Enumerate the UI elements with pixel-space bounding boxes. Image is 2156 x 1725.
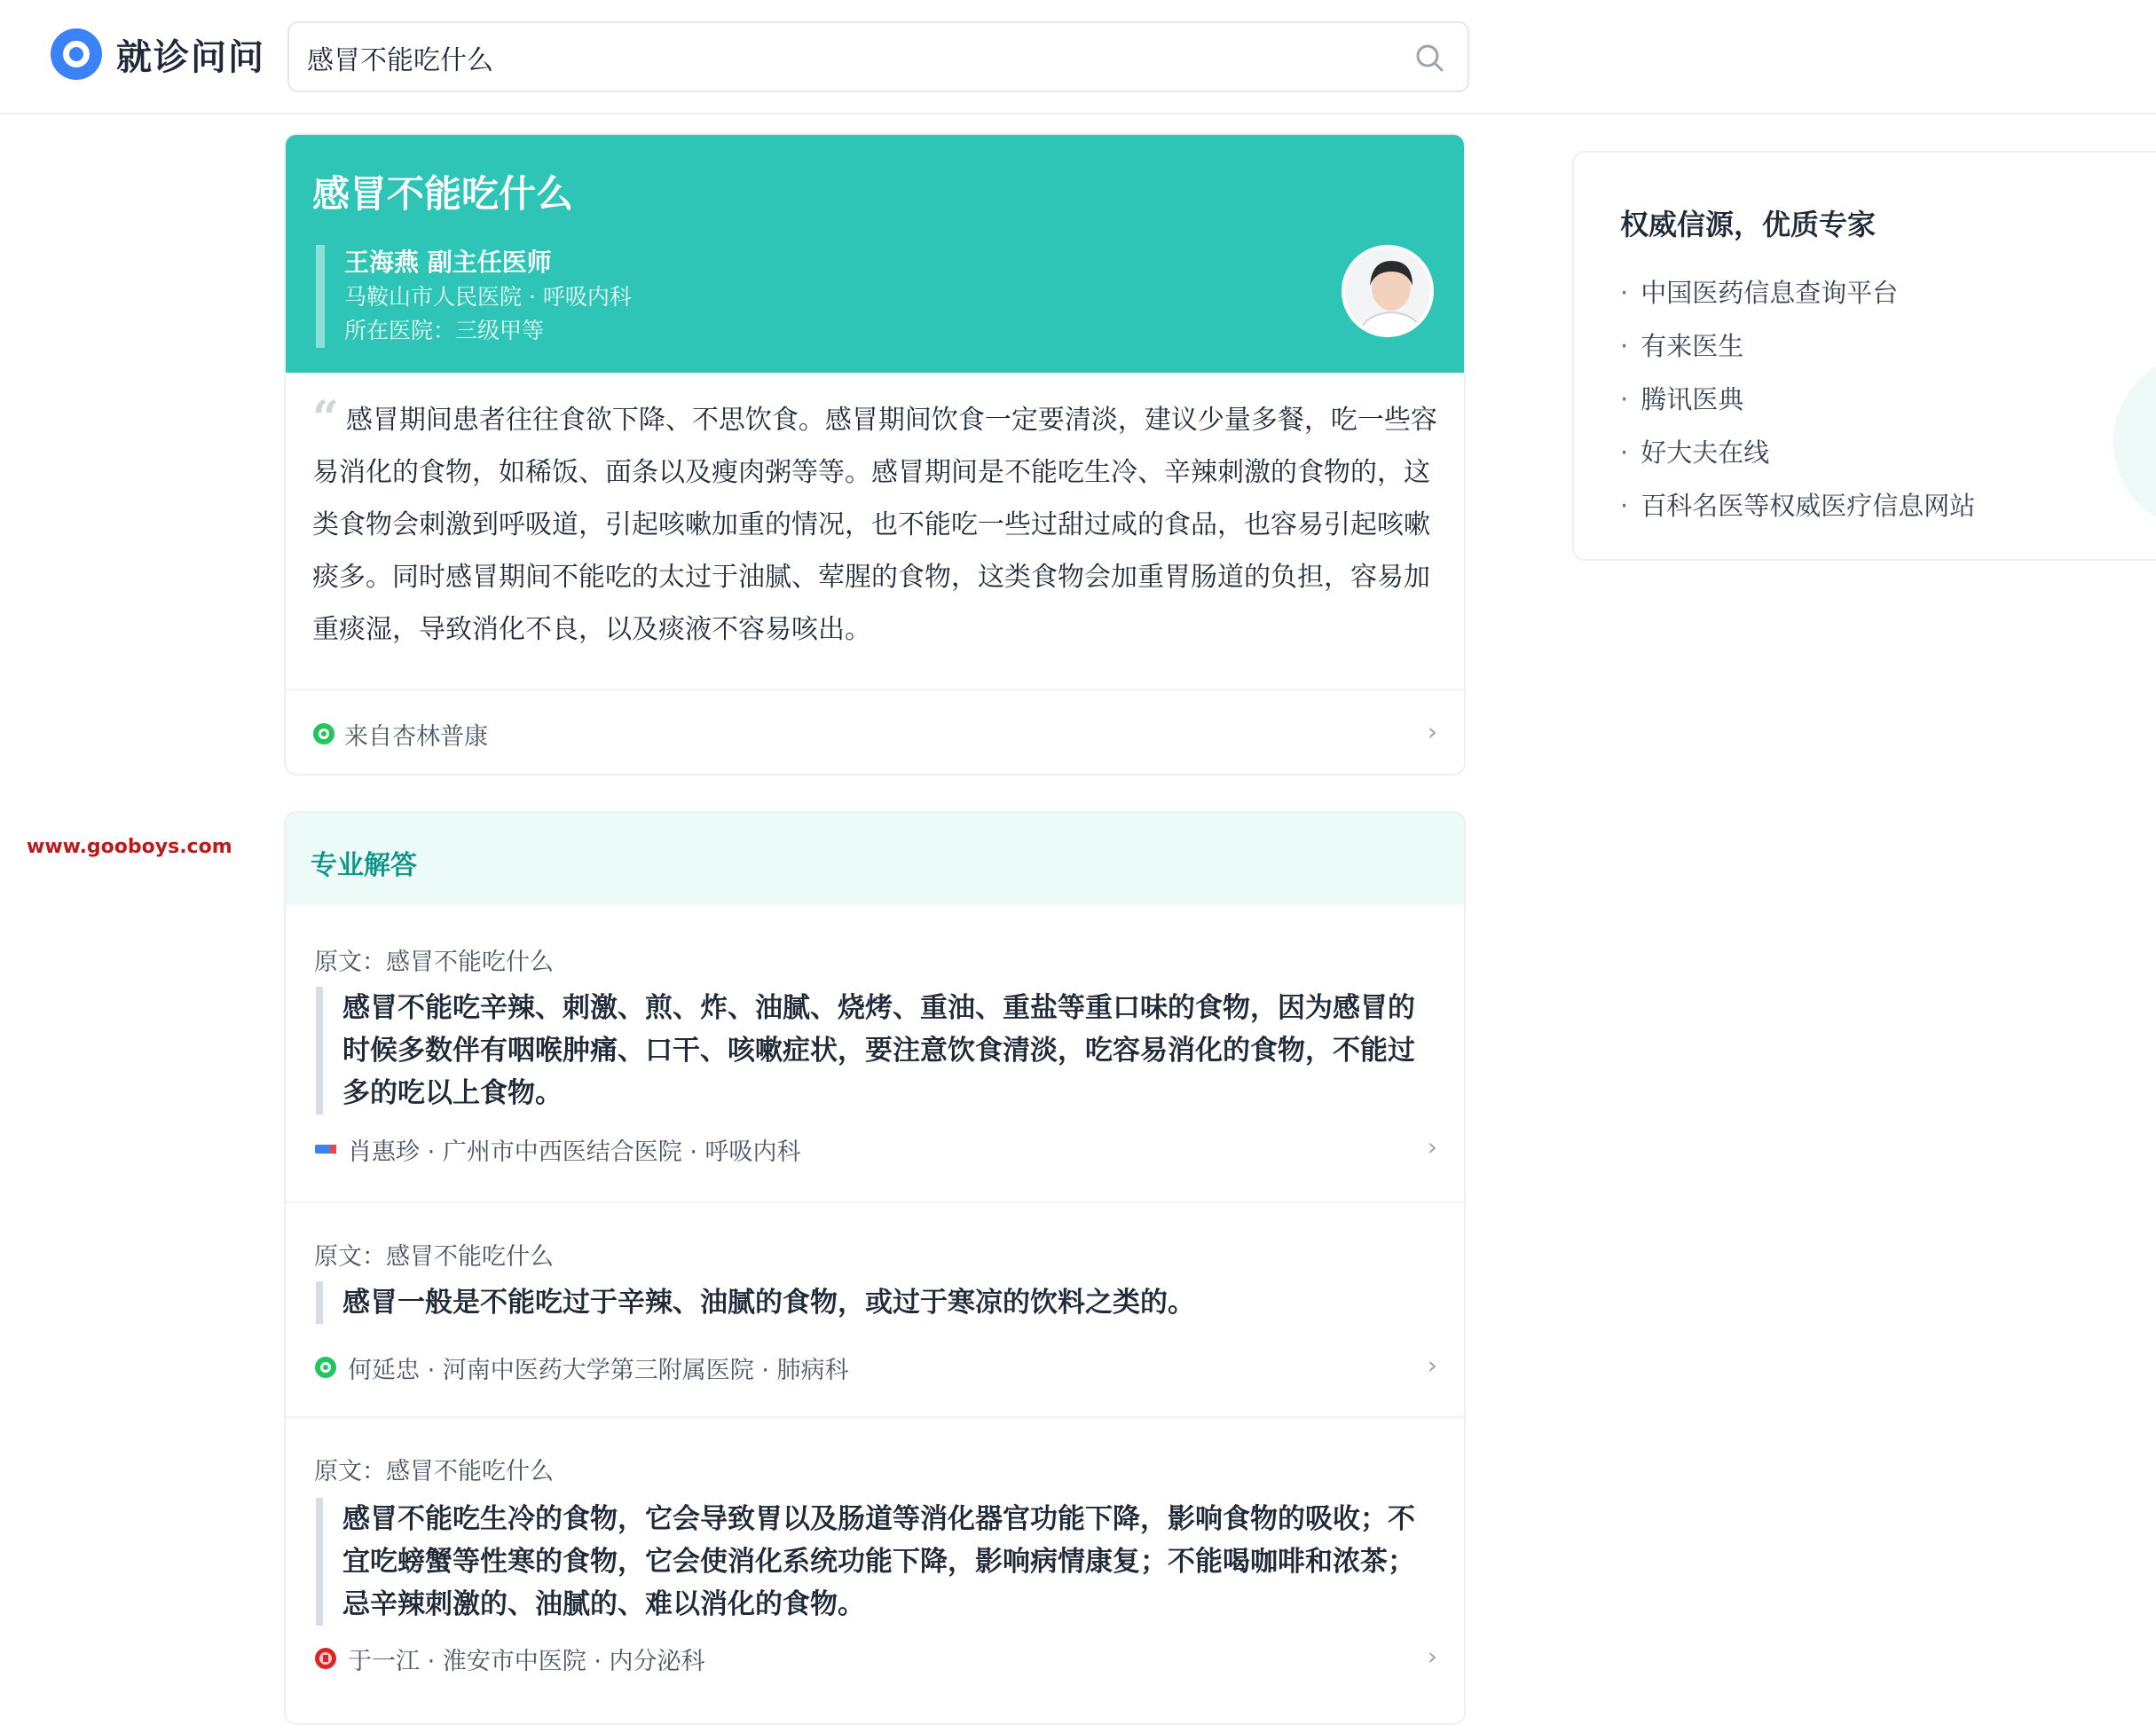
answer-text: 感冒一般是不能吃过于辛辣、油腻的食物，或过于寒凉的饮料之类的。: [316, 1281, 1416, 1324]
watermark-text: www.gooboys.com: [27, 836, 232, 858]
doctor-info[interactable]: [316, 245, 632, 348]
source-item: · 腾讯医典: [1620, 373, 1975, 426]
logo[interactable]: [51, 28, 265, 80]
search-icon[interactable]: [1412, 41, 1448, 76]
chevron-right-icon[interactable]: ›: [1427, 1351, 1437, 1380]
top-header: [0, 0, 2156, 114]
chevron-right-icon[interactable]: ›: [1427, 717, 1437, 746]
chevron-right-icon[interactable]: ›: [1427, 1132, 1437, 1162]
authority-sources-panel: [1572, 151, 2156, 561]
chevron-right-icon[interactable]: ›: [1427, 1642, 1437, 1671]
answer-content: [312, 392, 1439, 656]
card-header: [286, 135, 1464, 373]
answer-meta: 何延忠 · 河南中医药大学第三附属医院 · 肺病科: [348, 1357, 849, 1384]
answer-meta: 肖惠珍 · 广州市中西医结合医院 · 呼吸内科: [348, 1138, 801, 1166]
answer-original: 原文：感冒不能吃什么: [314, 949, 554, 976]
source-item: · 中国医药信息查询平台: [1620, 266, 1975, 319]
avatar-image: [1345, 248, 1434, 337]
hospital-logo-icon: [314, 1647, 337, 1670]
hospital-logo-icon: [314, 1356, 337, 1379]
doctor-name: 王海燕 副主任医师: [344, 248, 552, 277]
decorative-circle: [2113, 353, 2156, 531]
logo-text: 就诊问问: [116, 36, 265, 78]
source-item: · 好大夫在线: [1620, 426, 1975, 479]
page-title: 感冒不能吃什么: [312, 172, 574, 216]
professional-answers: [284, 811, 1466, 1725]
doctor-hospital-dept: 马鞍山市人民医院 · 呼吸内科: [344, 284, 632, 310]
source-item: · 百科名医等权威医疗信息网站: [1620, 479, 1975, 532]
doctor-avatar[interactable]: [1342, 245, 1434, 337]
sidebar-title: 权威信源，优质专家: [1620, 208, 1877, 241]
answers-title: 专业解答: [311, 850, 417, 881]
answer-item[interactable]: [286, 1418, 1464, 1725]
answer-text: 感冒期间患者往往食欲下降、不思饮食。感冒期间饮食一定要清淡，建议少量多餐，吃一些容易消化的食物，如稀饭、面条以及瘦肉粥等等。感冒期间是不能吃生冷、辛辣刺激的食物的，这类食物会刺激到呼吸道，引起咳嗽加重的情况，也不能吃一些过甜过咸的食品，也容易引起咳嗽痰多。同时感冒期间不能吃的太过于油腻、荤腥的食物，这类食物会加重胃肠道的负担，容易加重痰湿，导致消化不良，以及痰液不容易咳出。: [312, 405, 1437, 645]
doctor-hospital-level: 所在医院：三级甲等: [344, 318, 545, 343]
source-row[interactable]: [286, 689, 1464, 776]
search-box[interactable]: [287, 21, 1469, 92]
logo-icon: [51, 28, 102, 80]
source-item: · 有来医生: [1620, 319, 1975, 373]
answer-meta: 于一江 · 淮安市中医院 · 内分泌科: [348, 1648, 705, 1675]
source-list: [1620, 266, 1975, 532]
answer-text: 感冒不能吃生冷的食物，它会导致胃以及肠道等消化器官功能下降，影响食物的吸收；不宜吃螃蟹等性寒的食物，它会使消化系统功能下降，影响病情康复；不能喝咖啡和浓茶；忌辛辣刺激的、油腻的、难以消化的食物。: [316, 1498, 1416, 1626]
search-input[interactable]: [307, 39, 1372, 76]
answer-original: 原文：感冒不能吃什么: [314, 1243, 554, 1271]
answer-item[interactable]: [286, 905, 1464, 1203]
quote-icon: “: [312, 391, 339, 445]
hospital-logo-icon: [314, 1138, 337, 1161]
main-answer-card: [284, 133, 1466, 776]
source-text: 来自杏林普康: [344, 723, 488, 751]
answers-header: [286, 813, 1464, 905]
source-logo-icon: [312, 722, 335, 745]
answer-text: 感冒不能吃辛辣、刺激、煎、炸、油腻、烧烤、重油、重盐等重口味的食物，因为感冒的时候多数伴有咽喉肿痛、口干、咳嗽症状，要注意饮食清淡，吃容易消化的食物，不能过多的吃以上食物。: [316, 987, 1416, 1115]
answer-item[interactable]: [286, 1203, 1464, 1418]
answer-original: 原文：感冒不能吃什么: [314, 1458, 554, 1485]
